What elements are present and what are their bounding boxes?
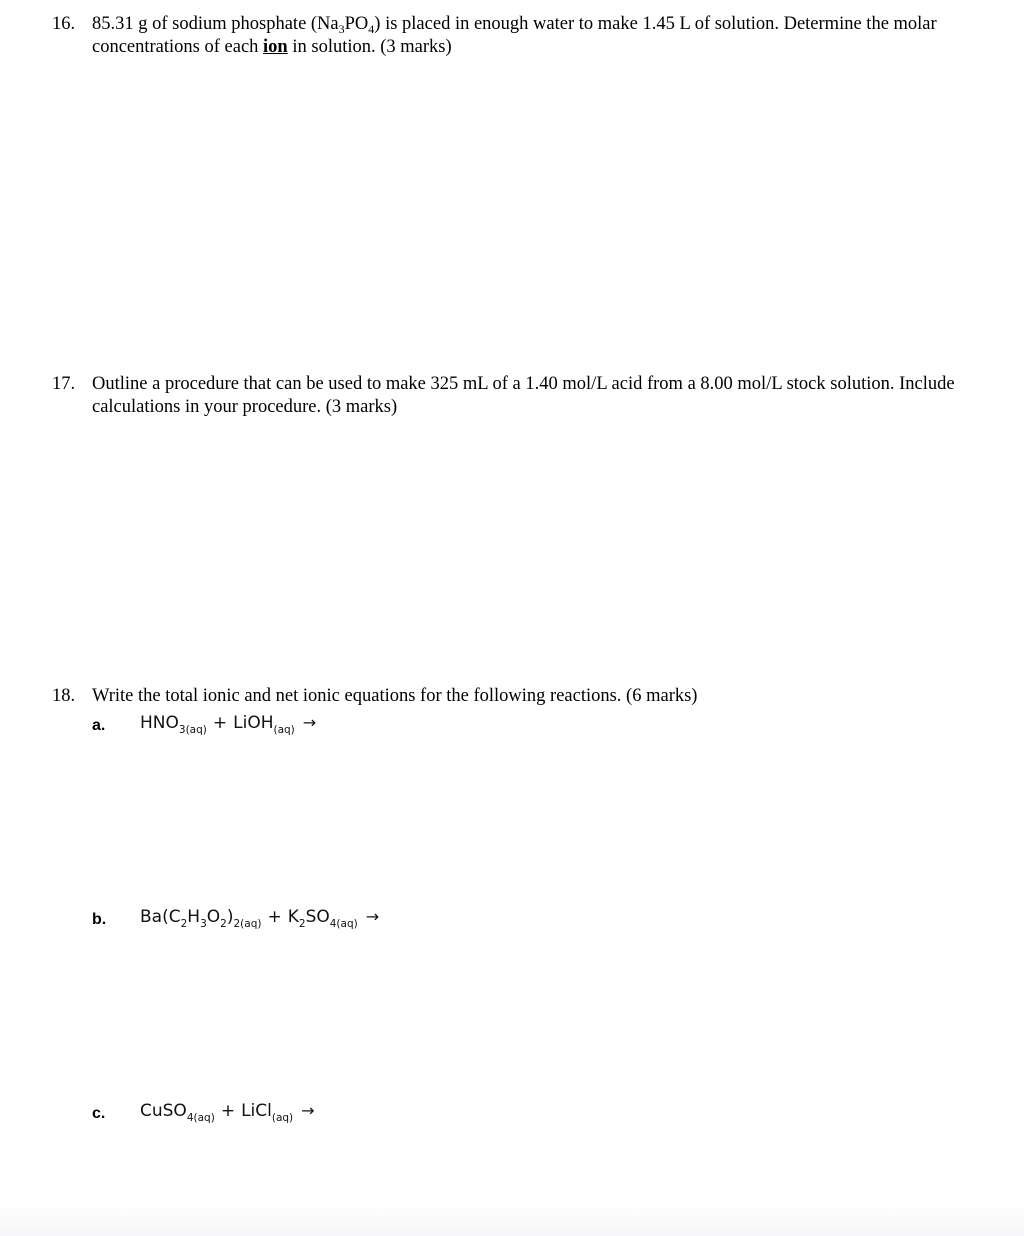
question-text: Write the total ionic and net ionic equations for the following reactions. (6 marks) (92, 686, 698, 706)
question-18 (52, 685, 992, 708)
question-number: 16. (52, 14, 76, 34)
reaction-arrow-icon: → (365, 907, 380, 926)
question-text: 85.31 g of sodium phosphate $(Na_3PO_4)$ is placed in enough water to make 1.45 L of solution. Determine the molar concentrations of each ion in solution. (3 marks) (92, 14, 937, 57)
part-letter: a. (92, 717, 106, 734)
reaction-equation: $HNO_{3(aq)}$ + LiOH$_{(aq)}$ → (140, 713, 317, 736)
emphasized-word: ion (263, 37, 288, 57)
question-number: 18. (52, 686, 76, 706)
question-text: Outline a procedure that can be used to make 325 mL of a 1.40 mol/L acid from a 8.00 mol/L stock solution. Include calculations in your procedure. (3 marks) (92, 374, 955, 417)
question-16 (52, 13, 992, 59)
page-bottom-edge (0, 1200, 1024, 1236)
reaction-equation: $Ba(C_2H_3O_2)_{2(aq)} + K_2SO_{4(aq)}$ → (140, 907, 380, 930)
reaction-arrow-icon: → (302, 713, 317, 732)
question-17 (52, 373, 992, 419)
reaction-arrow-icon: → (301, 1101, 315, 1120)
question-number: 17. (52, 374, 76, 394)
part-letter: b. (92, 911, 107, 928)
part-letter: c. (92, 1105, 106, 1122)
reaction-equation: CuSO$_{4(aq)}$ + LiCl$_{(aq)}$ → (140, 1101, 315, 1124)
